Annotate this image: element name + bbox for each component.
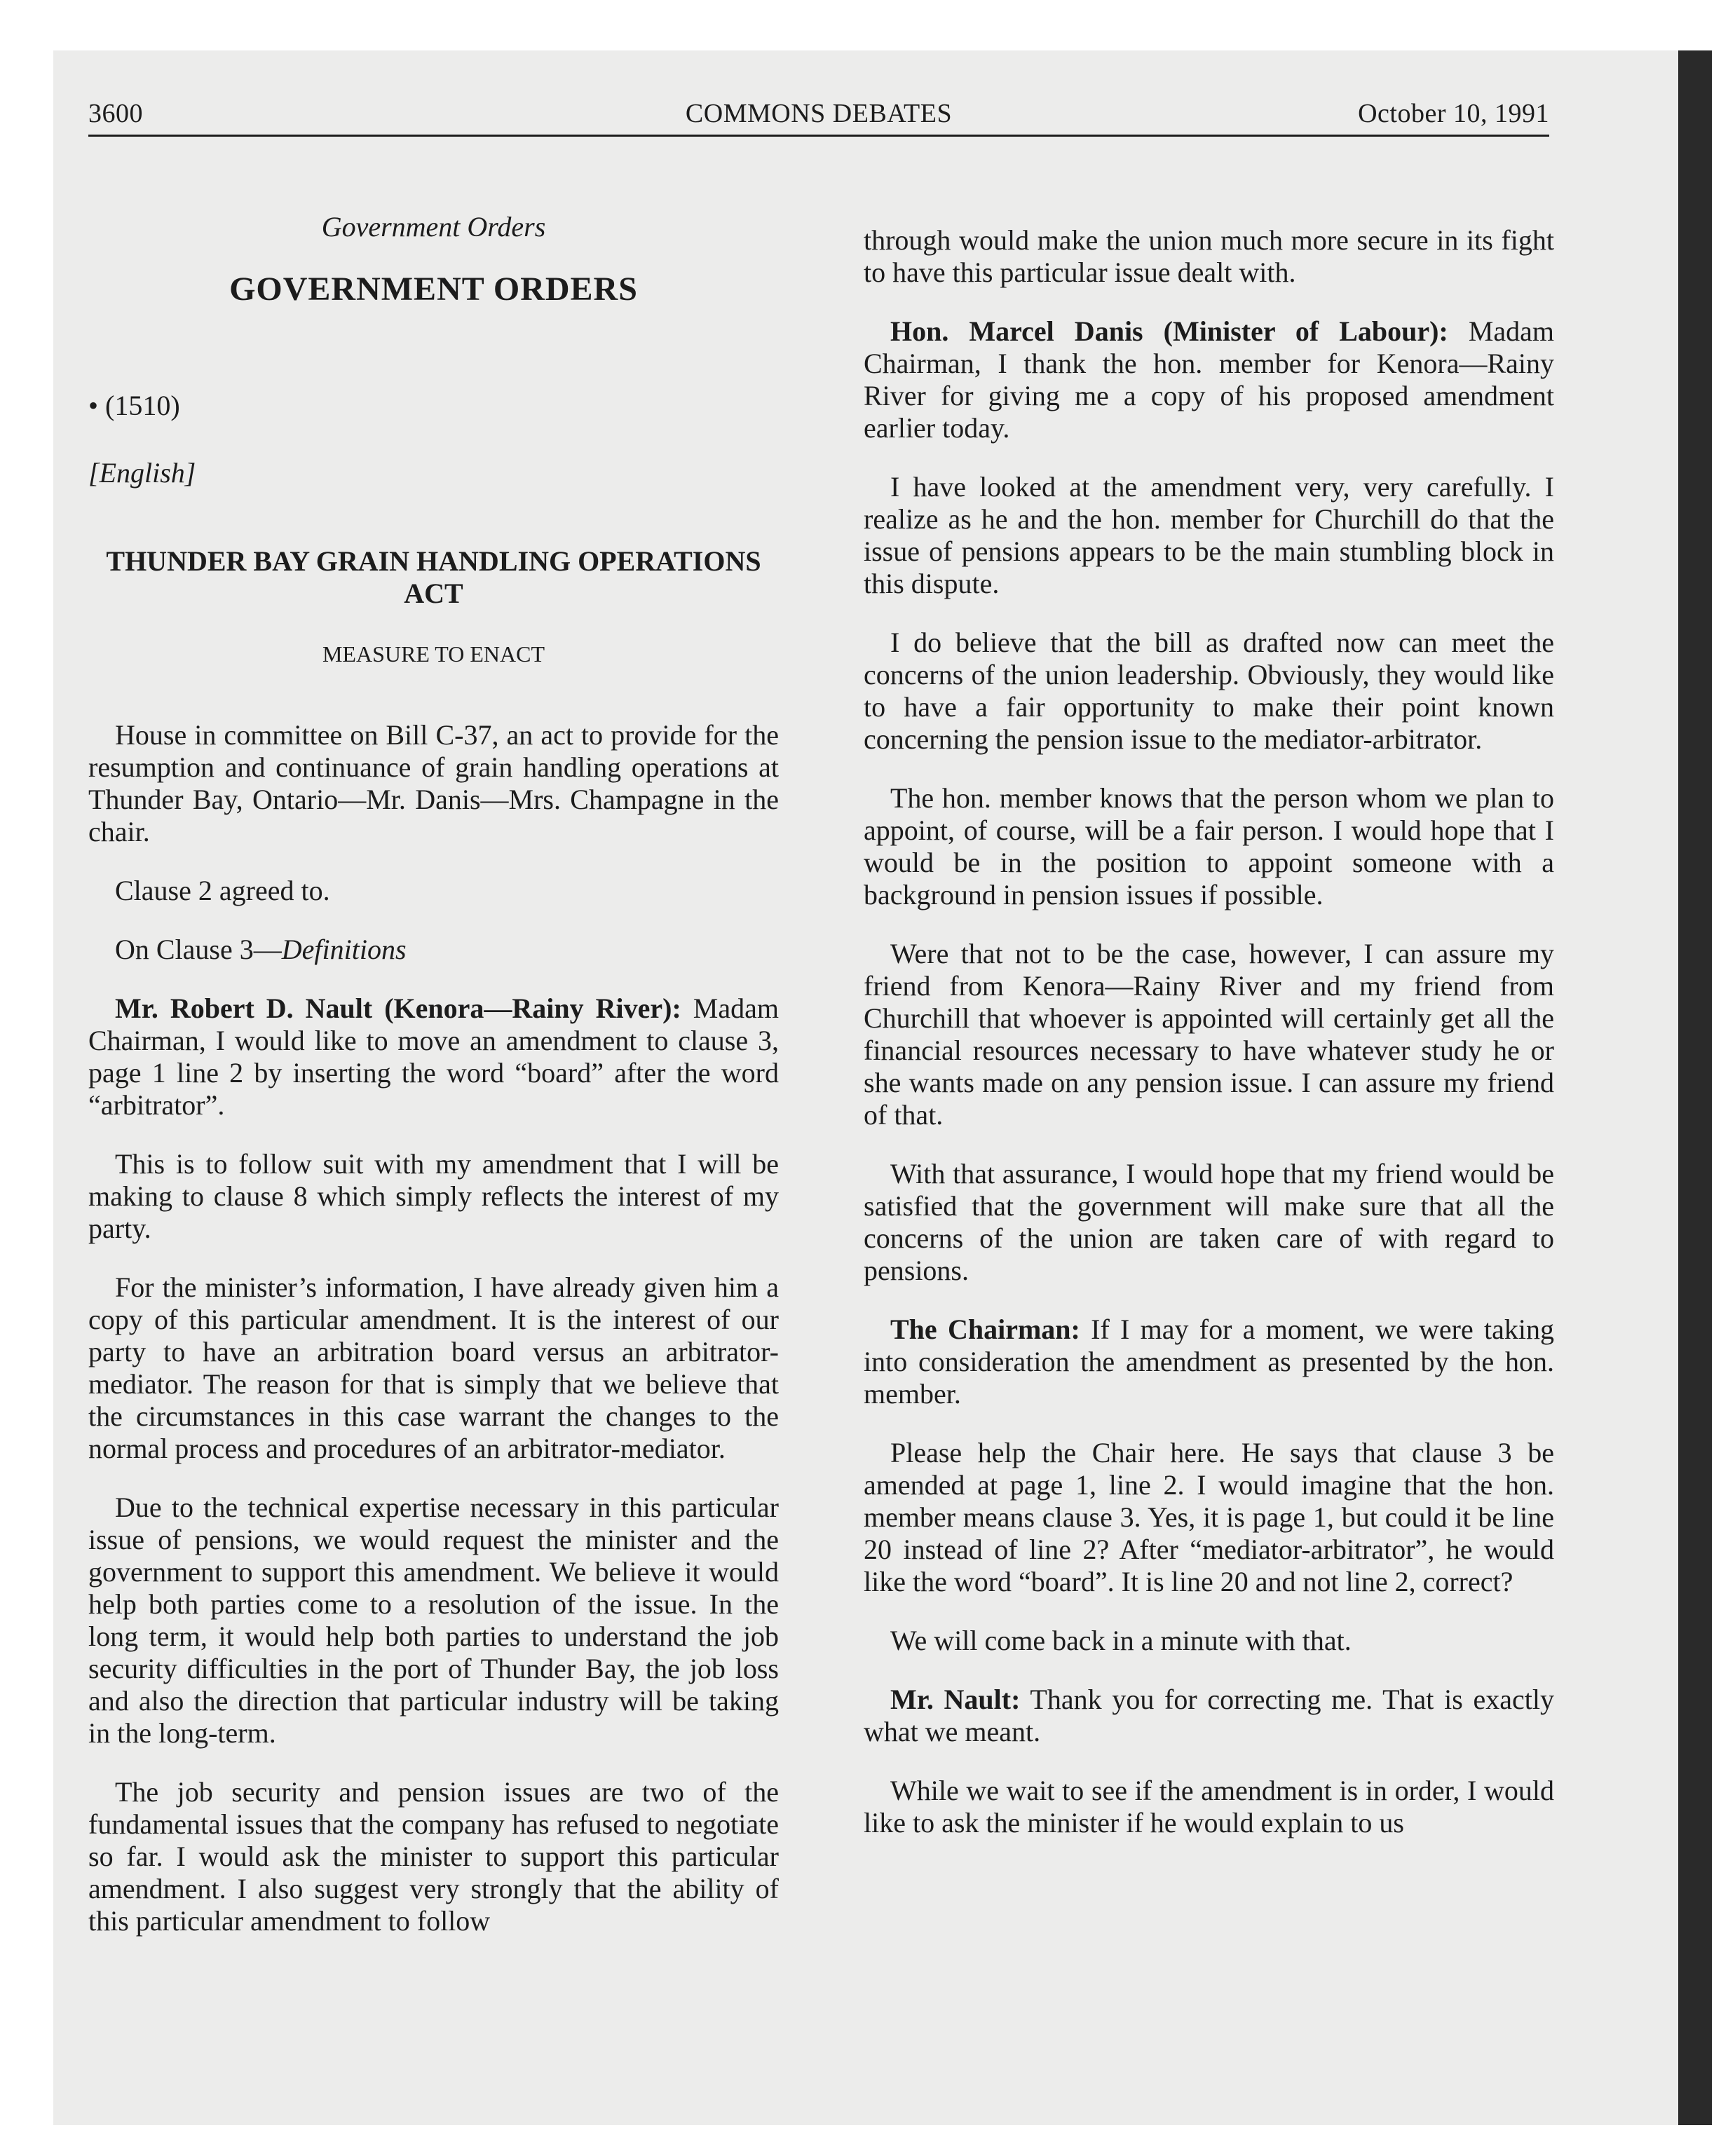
- speech-paragraph: [864, 315, 1554, 444]
- scan-edge-shadow: [1678, 50, 1712, 2125]
- paragraph: The hon. member knows that the person whom we plan to appoint, of course, will be a fair person. I would hope that I would be in the position to appoint someone with a background in pension issues if possible.: [864, 782, 1554, 910]
- speech-paragraph: [864, 1684, 1554, 1748]
- paragraph: Were that not to be the case, however, I can assure my friend from Kenora—Rainy River and my friend from Churchill that whoever is appointed will certainly get all the financial resources necessary to have whatever study he or she wants made on any pension issue. I can assure my friend of that.: [864, 938, 1554, 1131]
- speech-paragraph: [88, 992, 779, 1121]
- clause-name: Definitions: [281, 934, 407, 965]
- speaker-name: Mr. Robert D. Nault (Kenora—Rainy River):: [115, 992, 681, 1024]
- paragraph: This is to follow suit with my amendment that I will be making to clause 8 which simply reflects the interest of my party.: [88, 1148, 779, 1244]
- header-rule: [88, 135, 1549, 137]
- running-head: Government Orders: [321, 211, 546, 243]
- time-mark: • (1510): [88, 390, 180, 421]
- speech-text: Madam Chairman, I thank the hon. member for Kenora—Rainy River for giving me a copy of his proposed amendment earlier today.: [864, 315, 1555, 444]
- paragraph: With that assurance, I would hope that my friend would be satisfied that the government will make sure that all the concerns of the union are taken care of with regard to pensions.: [864, 1158, 1554, 1286]
- speech-paragraph: [864, 1314, 1554, 1410]
- paragraph: While we wait to see if the amendment is in order, I would like to ask the minister if he would explain to us: [864, 1775, 1554, 1838]
- page-number: 3600: [88, 99, 143, 128]
- paragraph: I do believe that the bill as drafted now can meet the concerns of the union leadership. Obviously, they would like to have a fair opportunity to make their point known concerning the pension issue to the mediator-arbitrator.: [864, 627, 1554, 755]
- language-marker: [English]: [88, 457, 196, 489]
- page-header: [88, 91, 1549, 133]
- clause-prefix: On Clause 3—: [115, 934, 282, 965]
- paragraph: I have looked at the amendment very, very carefully. I realize as he and the hon. member for Churchill do that the issue of pensions appears to be the main stumbling block in this dispute.: [864, 471, 1554, 599]
- paragraph: Due to the technical expertise necessary in this particular issue of pensions, we would request the minister and the government to support this amendment. We believe it would help both parties come to a resolution of the issue. In the long term, it would help both parties to understand the job security difficulties in the port of Thunder Bay, the job loss and also the direction that particular industry will be taking in the long-term.: [88, 1492, 779, 1749]
- speaker-name: Hon. Marcel Danis (Minister of Labour):: [890, 315, 1448, 347]
- publication-title: COMMONS DEBATES: [685, 99, 953, 128]
- speaker-name: Mr. Nault:: [890, 1684, 1021, 1715]
- speaker-name: The Chairman:: [890, 1314, 1080, 1345]
- speech-text: Thank you for correcting me. That is exactly what we meant.: [864, 1684, 1554, 1747]
- section-title: GOVERNMENT ORDERS: [229, 271, 638, 308]
- page-date: October 10, 1991: [1358, 99, 1549, 128]
- bill-title: THUNDER BAY GRAIN HANDLING OPERATIONS ACT: [106, 545, 761, 609]
- paragraph: Please help the Chair here. He says that clause 3 be amended at page 1, line 2. I would imagine that the hon. member means clause 3. Yes, it is page 1, but could it be line 20 instead of line 2? After “mediator-arbitrator”, he would like the word “board”. It is line 20 and not line 2, correct?: [864, 1437, 1554, 1597]
- paragraph: Clause 2 agreed to.: [115, 875, 330, 906]
- paragraph: House in committee on Bill C-37, an act to provide for the resumption and continuance of grain handling operations at Thunder Bay, Ontario—Mr. Danis—Mrs. Champagne in the chair.: [88, 719, 779, 847]
- left-column: [88, 210, 779, 1964]
- paragraph: For the minister’s information, I have already given him a copy of this particular amendment. It is the interest of our party to have an arbitration board versus an arbitrator-mediator. The reason for that is simply that we believe that the circumstances in this case warrant the changes to the normal process and procedures of an arbitrator-mediator.: [88, 1271, 779, 1464]
- measure-subtitle: MEASURE TO ENACT: [322, 641, 545, 667]
- speech-text: Madam Chairman, I would like to move an amendment to clause 3, page 1 line 2 by inserting the word “board” after the word “arbitrator”.: [88, 992, 779, 1121]
- paragraph: [88, 934, 779, 966]
- paragraph: through would make the union much more secure in its fight to have this particular issue dealt with.: [864, 224, 1554, 288]
- paragraph: We will come back in a minute with that.: [890, 1625, 1352, 1656]
- right-column: [864, 224, 1554, 1866]
- speech-text: If I may for a moment, we were taking into consideration the amendment as presented by the hon. member.: [864, 1314, 1554, 1410]
- paragraph: The job security and pension issues are two of the fundamental issues that the company has refused to negotiate so far. I would ask the minister to support this particular amendment. I also suggest very strongly that the ability of this particular amendment to follow: [88, 1776, 779, 1937]
